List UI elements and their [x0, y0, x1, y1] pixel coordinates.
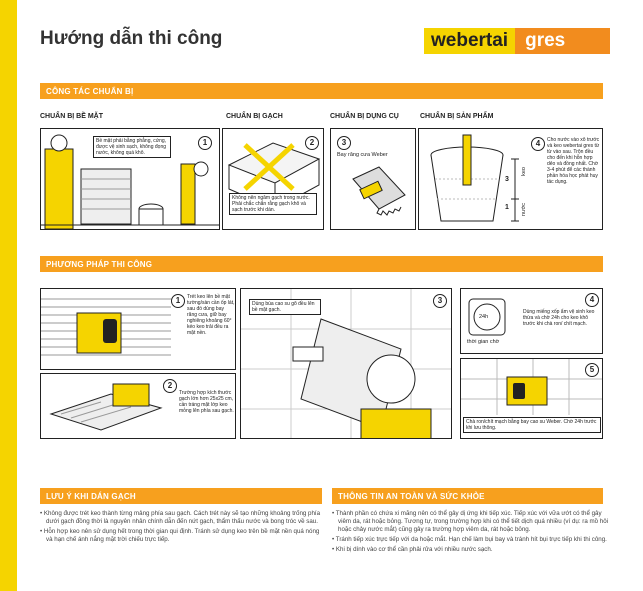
- panel-surface-prep: [40, 128, 220, 230]
- list-item: • Hỗn hợp keo nên sử dụng hết trong thời gian qui định. Tránh sử dụng keo trên bề mặt nền quá nóng và hạn chế ánh nắng mặt trời chiếu trực tiếp.: [40, 528, 320, 543]
- panel-method-step-4: [460, 288, 603, 354]
- panel-method-step-5: [460, 358, 603, 439]
- page-title: Hướng dẫn thi công: [40, 28, 223, 49]
- panel-tool-prep: [330, 128, 416, 230]
- product-prep-note: Cho nước vào xô trước và keo webertai gres từ từ vào sau. Trộn đều cho đến khi hỗn hợp dẻo và đồng nhất. Chờ 3-4 phút để các thành phần hóa học phát huy tác dụng.: [547, 137, 600, 185]
- method-step-3-note: Dùng búa cao su gõ đều lên bề mặt gạch.: [249, 299, 321, 315]
- surface-prep-note: Bề mặt phải bằng phẳng, cứng, được vệ sinh sạch, không đọng nước, không quá khô.: [93, 136, 171, 158]
- panel-tile-prep: [222, 128, 324, 230]
- step-number-1: 1: [198, 136, 212, 150]
- brand-logo-part-b: gres: [515, 28, 610, 54]
- step-number-5: 5: [585, 363, 599, 377]
- label-surface-prep: CHUẨN BỊ BỀ MẶT: [40, 113, 103, 120]
- section-heading-method: PHƯƠNG PHÁP THI CÔNG: [40, 256, 603, 272]
- list-item: • Khi bị dính vào cơ thể cần phải rửa với nhiều nước sạch.: [332, 546, 493, 553]
- section-heading-prep: CÔNG TÁC CHUẨN BỊ: [40, 83, 603, 99]
- yellow-side-stripe: [0, 0, 17, 591]
- label-product-prep: CHUẨN BỊ SẢN PHẨM: [420, 113, 494, 120]
- section-heading-notes: LƯU Ý KHI DÁN GẠCH: [40, 488, 322, 504]
- method-step-1-note: Trét keo lên bề mặt tường/sàn cần ốp lát, sau đó dùng bay răng cưa, giữ bay nghiêng khoảng 60° kéo keo trải đều ra mặt nền.: [187, 294, 235, 336]
- nuoc-label: nước: [521, 203, 527, 217]
- timer-value: 24h: [479, 314, 489, 320]
- method-step-2-note: Trường hợp kích thước gạch lớn hơn 25x25 cm, cần tráng mặt lớp keo mỏng lên phía sau gạch.: [179, 390, 234, 414]
- trowel-caption: Bay răng cưa Weber: [337, 152, 411, 158]
- panel-product-prep: [418, 128, 603, 230]
- step-number-3: 3: [337, 136, 351, 150]
- step-number-4: 4: [585, 293, 599, 307]
- panel-method-step-2: [40, 373, 236, 439]
- brand-logo: [424, 28, 610, 54]
- list-item: • Tránh tiếp xúc trực tiếp với da hoặc mắt. Hạn chế làm bụi bay và tránh hít bụi trực tiếp khi thi công.: [332, 536, 607, 543]
- step-number-1: 1: [171, 294, 185, 308]
- keo-label: keo: [521, 167, 527, 176]
- brand-logo-part-a: webertai: [424, 28, 515, 54]
- safety-list: [332, 510, 610, 556]
- ratio-bottom: 1: [505, 204, 509, 211]
- step-number-3: 3: [433, 294, 447, 308]
- method-step-4-note: Dùng miếng xốp ẩm vệ sinh keo thừa và chờ 24h cho keo khô trước khi chà ron/ chít mạch.: [523, 309, 601, 327]
- tile-prep-note: Không nên ngâm gạch trong nước. Phải chắc chắn rằng gạch khô và sạch trước khi dán.: [229, 193, 317, 215]
- panel-method-step-3: [240, 288, 452, 439]
- step-number-2: 2: [305, 136, 319, 150]
- list-item: • Thành phần có chứa xi măng nên có thể gây dị ứng khi tiếp xúc. Tiếp xúc với vữa ướt có thể gây viêm da, rát hoặc bỏng. Tương tự, trong trường hợp khi có thể tiết dịch quá nhiều (ví dụ: ra mồ hôi hoặc chảy nước mắt) cũng gây ra trường hợp viêm da, rát hoặc bỏng.: [332, 510, 609, 533]
- label-tile-prep: CHUẨN BỊ GẠCH: [226, 113, 283, 120]
- ratio-top: 3: [505, 176, 509, 183]
- timer-caption: thời gian chờ: [467, 339, 500, 345]
- panel-method-step-1: [40, 288, 236, 370]
- list-item: • Không được trét keo thành từng mảng phía sau gạch. Cách trét này sẽ tạo những khoảng trống phía dưới gạch đồng thời là nguyên nhân chính dẫn đến nứt gạch, thẩm thấu nước và bong tróc về sau.: [40, 510, 321, 525]
- label-tool-prep: CHUẨN BỊ DỤNG CỤ: [330, 113, 399, 120]
- section-heading-safety: THÔNG TIN AN TOÀN VÀ SỨC KHỎE: [332, 488, 603, 504]
- step-number-2: 2: [163, 379, 177, 393]
- notes-list: [40, 510, 322, 546]
- method-step-5-note: Chà ron/chít mạch bằng bay cao su Weber. Chờ 24h trước khi lưu thông.: [463, 417, 601, 433]
- step-number-4: 4: [531, 137, 545, 151]
